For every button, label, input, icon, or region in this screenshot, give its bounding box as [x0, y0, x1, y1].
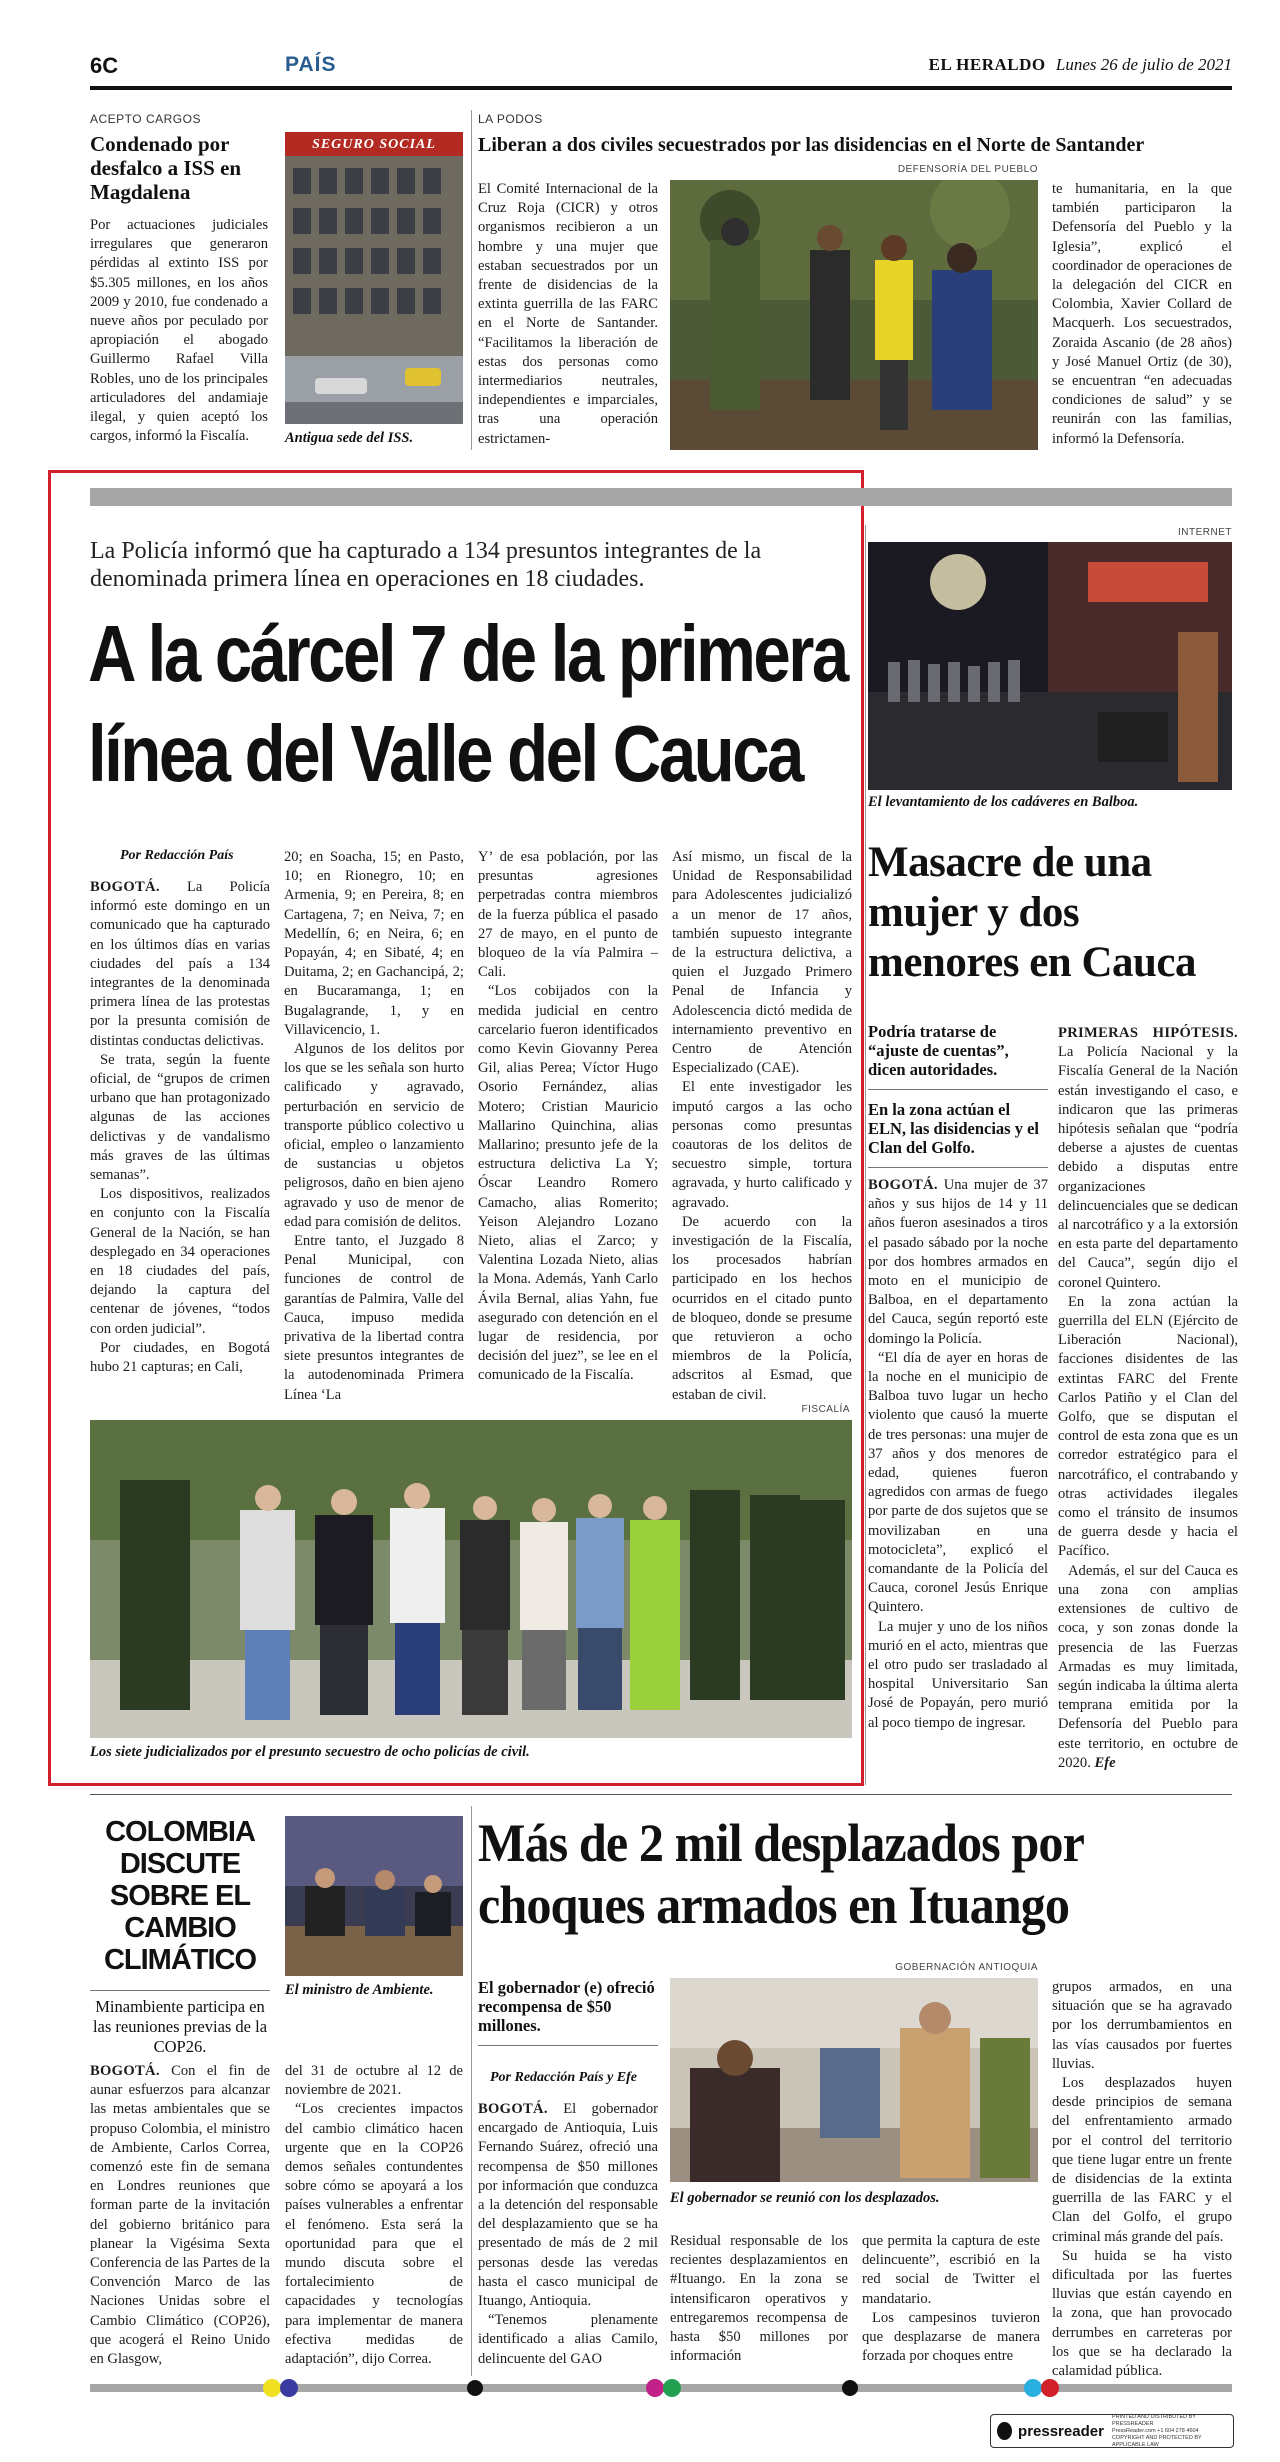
ituango-title-1: Más de 2 mil desplazados por [478, 1813, 1084, 1873]
main-headline-1: A la cárcel 7 de la primera [88, 609, 847, 698]
clima-photo-caption: El ministro de Ambiente. [285, 1982, 434, 1998]
main-col4-p3: De acuerdo con la investigación de la Fiscalía, los procesados habrían participado en los hechos ocurridos en el citado punto de bloqueo, donde se presume que retuvieron a ocho miembros de la Policía, adscritos al Esmad, que estaban de civil. [672, 1213, 852, 1403]
ituango-col3-p2: Los campesinos tuvieron que desplazarse de manera forzada por choques entre [862, 2309, 1040, 2365]
podos-kicker: LA PODOS [478, 112, 543, 126]
main-col1-p4: Por ciudades, en Bogotá hubo 21 capturas; en Cali, [90, 1339, 270, 1376]
ituango-col4-p2: Los desplazados huyen desde principios de semana del enfrentamiento armado por el control del territorio que tiene lugar entre un frente de disidencias de la extinta guerrilla de las FARC y el Clan del Golfo, el grupo criminal más grande del país. [1052, 2075, 1232, 2245]
balboa-scene-photo [868, 542, 1232, 790]
clima-deck: Minambiente participa en las reuniones previas de la COP26. [90, 1990, 270, 2057]
masacre-col2-p2: En la zona actúan la guerrilla del ELN (Ejército de Liberación Nacional), facciones disidentes de las extintas FARC del Frente Carlos Patiño y el Clan del Golfo, que se disputan el control de esta zona que es un corredor estratégico para el narcotráfico, el contrabando y otras actividades ilegales como el tránsito de insumos de guerra desde y hacia el Pacífico. [1058, 1293, 1238, 1560]
issa-kicker: ACEPTO CARGOS [90, 112, 201, 126]
main-grey-bar [90, 488, 1232, 506]
ituango-byline: Por Redacción País y Efe [490, 2070, 637, 2085]
masacre-col2 [1058, 1024, 1238, 1773]
iss-building-photo [285, 132, 463, 424]
hostages-release-photo [670, 180, 1038, 450]
clima-col2-p2: “Los crecientes impactos del cambio climático hacen urgente que en la COP26 demos señales contundentes sobre cómo se apoyará a los países vulnerables a enfrentar el fenómeno. Esta será la oportunidad para que el mundo discuta sobre el fortalecimiento de capacidades y tecnologías para implementar de manera efectiva medidas de adaptación”, dijo Correa. [285, 2101, 463, 2368]
iss-sign-text: SEGURO SOCIAL [312, 137, 436, 152]
page-number: 6C [90, 53, 119, 78]
ituango-photo-caption: El gobernador se reunió con los desplazados. [670, 2190, 940, 2206]
ituango-title-2: choques armados en Ituango [478, 1875, 1070, 1935]
ituango-col4-p3: Su huida se ha visto dificultada por las fuertes lluvias que están cayendo en la zona, que han provocado derrumbes en carreteras por los que se ha declarado la calamidad pública. [1052, 2247, 1232, 2380]
edition-date: Lunes 26 de julio de 2021 [1055, 55, 1232, 74]
top-column-divider [471, 110, 472, 450]
masacre-col2-p3: Además, el sur del Cauca es una zona con amplias extensiones de cultivo de coca, y son zonas donde la presencia de las Fuerzas Armadas es muy limitada, según indicaba la última alerta temprana emitida por la Defensoría del Pueblo para este territorio, en octubre de 2020. Efe [1058, 1562, 1238, 1771]
section-name: PAÍS [285, 53, 337, 76]
main-col2 [284, 848, 464, 1405]
clima-col2 [285, 2062, 463, 2369]
main-right-divider [865, 525, 866, 1785]
main-col2-p2: Algunos de los delitos por los que se les señala son hurto calificado y agravado, perturbación en servicio de transporte público colectivo u oficial, empleo o lanzamiento de sustancias u objetos peligrosos, daño en bien ajeno agravado y uso de menor de edad para comisión de delitos. [284, 1041, 464, 1230]
pressreader-badge [990, 2414, 1234, 2448]
detainees-photo [90, 1420, 852, 1738]
masacre-title: Masacre de una mujer y dos menores en Cauca [868, 839, 1197, 986]
main-col2-p1: 20; en Soacha, 15; en Pasto, 10; en Rionegro, 10; en Armenia, 9; en Pereira, 8; en Cartagena, 7; en Neiva, 7; en Medellín, 6; en Neira, 6; en Popayán, 4; en Sibaté, 4; en Duitama, 2; en Gachancipá, 2; en Bucaramanga, 1; en Bugalagrande, 1, y en Villavicencio, 1. [284, 849, 464, 1038]
masacre-photo-credit: INTERNET [1178, 527, 1232, 538]
clima-col2-p1: del 31 de octubre al 12 de noviembre de 2021. [285, 2063, 463, 2099]
ituango-col1-p1: BOGOTÁ. El gobernador encargado de Antioquia, Luis Fernando Suárez, ofreció una recompensa de $50 millones por información que conduzca a la detención del responsable del desplazamiento que se ha presentado de más de 2 mil personas desde las veredas hasta el casco municipal de Ituango, Antioquia. [478, 2101, 658, 2310]
displaced-meeting-photo [670, 1978, 1038, 2182]
masacre-signature: Efe [1094, 1754, 1116, 1771]
main-headline-2: línea del Valle del Cauca [88, 709, 802, 798]
main-col4 [672, 848, 852, 1405]
issa-caption: Antigua sede del ISS. [285, 430, 414, 446]
main-deck: La Policía informó que ha capturado a 134 presuntos integrantes de la denominada primera línea en operaciones en 18 ciudades. [90, 538, 762, 592]
pressreader-logo-icon [997, 2422, 1012, 2440]
minister-photo [285, 1816, 463, 1976]
ituango-col4 [1052, 1978, 1232, 2381]
registration-marks [90, 2378, 1232, 2398]
pressreader-small: PRINTED AND DISTRIBUTED BY PRESSREADER [1111, 2413, 1196, 2427]
pressreader-legal [1112, 2414, 1227, 2449]
masacre-col1-p3: La mujer y uno de los niños murió en el acto, mientras que el otro pudo ser trasladado al hospital Universitario San José de Popayán, pero murió al poco tiempo de ingresar. [868, 1618, 1048, 1731]
main-col3-p1: Y’ de esa población, por las presuntas agresiones perpetradas contra miembros de la fuerza pública el pasado 27 de mayo, en el punto de bloqueo de la vía Palmira – Cali. [478, 849, 658, 981]
pressreader-brand: pressreader [1018, 2422, 1104, 2440]
podos-title: Liberan a dos civiles secuestrados por las disidencias en el Norte de Santander [478, 134, 1145, 156]
bottom-column-divider [471, 1806, 472, 2376]
clima-col1-p1: BOGOTÁ. Con el fin de aunar esfuerzos para alcanzar las metas ambientales que se propuso Colombia, el ministro de Ambiente, Carlos Correa, comenzó este fin de semana en Londres reuniones que forman parte de la invitación del gobierno británico para planear la Vigésima Sexta Conferencia de las Partes de la Convención Marco de las Naciones Unidas sobre el Cambio Climático (COP26), que acogerá el Reino Unido en Glasgow, [90, 2063, 270, 2368]
masacre-col1-p1: BOGOTÁ. Una mujer de 37 años y sus hijos de 14 y 11 años fueron asesinados a tiros el pasado sábado por la noche por dos hombres armados en moto en el municipio de Balboa, en el departamento del Cauca, según reportó este domingo la Policía. [868, 1177, 1048, 1347]
main-col1-p3: Los dispositivos, realizados en conjunto con la Fiscalía General de la Nación, se han desplegado en 34 operaciones en 18 ciudades del país, dejando la captura del centenar de jóvenes, “todos con orden judicial”. [90, 1186, 270, 1337]
ituango-col2 [670, 2232, 848, 2366]
clima-title: COLOMBIA DISCUTE SOBRE EL CAMBIO CLIMÁTICO [103, 1816, 257, 1976]
issa-body: Por actuaciones judiciales irregulares que generaron pérdidas al extinto ISS por $5.305 millones, en los años 2009 y 2010, fue condenado a nueve años por peculado por apropiación el abogado Guillermo Rafael Villa Robles, uno de los principales articuladores del andamiaje ilegal, y quien aceptó los cargos, informó la Fiscalía. [90, 217, 268, 445]
main-byline: Por Redacción País [120, 848, 234, 863]
ituango-col2-p1: Residual responsable de los recientes desplazamientos en #Ituango. En la zona se intensificaron operativos y entregaremos recompensa de hasta $50 millones por información [670, 2233, 848, 2365]
ituango-sub: El gobernador (e) ofreció recompensa de $50 millones. [478, 1978, 658, 2046]
header-rule [90, 86, 1232, 90]
ituango-photo-credit: GOBERNACIÓN ANTIOQUIA [895, 1962, 1038, 1973]
main-col2-p3: Entre tanto, el Juzgado 8 Penal Municipal, con funciones de control de garantías de Palmira, Valle del Cauca, impuso medida privativa de la libertad contra siete presuntos integrantes de la autodenominada Primera Línea ‘La [284, 1233, 464, 1403]
masthead [929, 55, 1232, 75]
podos-col2: te humanitaria, en la que también participaron la Defensoría del Pueblo y la Iglesia”, explicó el coordinador de operaciones de la delegación del CICR en Colombia, Xavier Collard de Macquerh. Los secuestrados, Zoraida Ascanio (de 28 años) y José Manuel Ortiz (de 30), se encuentran “en adecuadas condiciones de salud” y se reunirán con las familias, informó la Defensoría. [1052, 181, 1232, 447]
main-col3-p2: “Los cobijados con la medida judicial en centro carcelario fueron identificados como Kevin Giovanny Perea Gil, alias Perea; Víctor Hugo Osorio Fernández, alias Motero; Cristian Mauricio Mallarino Quinchina, alias Mallarino; presunto jefe de la estructura delictiva La Y; Óscar Leandro Romero Camacho, alias Romerito; Yeison Alejandro Lozano Nieto, alias el Zarco; y Valentina Lozada Nieto, alias la Mona. Además, Yanh Carlo Ávila Bernal, alias Yahn, fue asegurado con detención en el lugar de residencia, por decisión del juez”, se lee en el comunicado de la Fiscalía. [478, 983, 658, 1384]
main-col1-p2: Se trata, según la fuente oficial, de “grupos de crimen urbano que han protagonizado algunas de las acciones delictivas y de vandalismo más graves de las últimas semanas”. [90, 1051, 270, 1184]
ituango-col4-p1: grupos armados, en una situación que se ha agravado por los derrumbamientos en las vías causados por fuertes lluvias. [1052, 1979, 1232, 2072]
masacre-col2-p1: PRIMERAS HIPÓTESIS. La Policía Nacional y la Fiscalía General de la Nación están investigando el caso, e indicaron que las primeras hipótesis señalan que “podría deberse a ajustes de cuentas debido a disputas entre organizaciones delincuenciales que se dedican al narcotráfico y a la extorsión en esta parte del departamento del Cauca”, según dijo el coronel Quintero. [1058, 1025, 1238, 1291]
main-col4-p1: Así mismo, un fiscal de la Unidad de Responsabilidad para Adolescentes judicializó a un menor de 17 años, también supuesto integrante de la estructura delictiva, a quien el Juzgado Primero Penal de Infancia y Adolescencia dictó medida de internamiento preventivo en Centro de Atención Especializado (CAE). [672, 849, 852, 1077]
ituango-col3 [862, 2232, 1040, 2366]
main-photo-caption: Los siete judicializados por el presunto secuestro de ocho policías de civil. [90, 1744, 530, 1760]
pressreader-copy: COPYRIGHT AND PROTECTED BY APPLICABLE LAW [1111, 2434, 1202, 2448]
ituango-col1 [478, 2100, 658, 2369]
masacre-photo-caption: El levantamiento de los cadáveres en Balboa. [868, 794, 1139, 810]
clima-col1 [90, 2062, 270, 2369]
masacre-sub2: En la zona actúan el ELN, las disidencias y el Clan del Golfo. [868, 1100, 1048, 1168]
masacre-sub1: Podría tratarse de “ajuste de cuentas”, dicen autoridades. [868, 1022, 1048, 1090]
main-col1 [90, 878, 270, 1377]
main-col3 [478, 848, 658, 1386]
podos-col1: El Comité Internacional de la Cruz Roja (CICR) y otros organismos recibieron a un hombre y una mujer que estaban secuestrados por un frente de disidencias de la extinta guerrilla de las FARC en el Norte de Santander. “Facilitamos la liberación de estas dos personas como intermediarios neutrales, independientes e imparciales, tras una operación estrictamen- [478, 181, 658, 447]
issa-title: Condenado por desfalco a ISS en Magdalena [90, 132, 242, 204]
masacre-col1-p2: “El día de ayer en horas de la noche en el municipio de Balboa tuvo lugar un hecho violento que causó la muerte de tres personas: una mujer de 37 años y dos menores de edad, quienes fueron agredidos con armas de fuego por parte de dos sujetos que se movilizaban en una motocicleta”, explicó el comandante de la Policía del Cauca, coronel Jesús Enrique Quintero. [868, 1349, 1048, 1616]
newspaper-name: EL HERALDO [928, 55, 1046, 74]
main-col4-p2: El ente investigador les imputó cargos a las ocho personas como presuntas coautoras de los delitos de secuestro simple, tortura agravada, y hurto calificado y agravado. [672, 1079, 852, 1211]
bottom-section-rule [90, 1794, 1232, 1795]
podos-photo-credit: DEFENSORÍA DEL PUEBLO [897, 164, 1038, 175]
main-photo-credit: FISCALÍA [801, 1404, 850, 1415]
main-col1-p1: BOGOTÁ. La Policía informó este domingo en un comunicado que ha capturado en los últimos días en varias ciudades del país a 134 integrantes de la denominada primera línea de las protestas por la presunta comisión de distintas conductas delictivas. [90, 879, 270, 1049]
masacre-col1 [868, 1176, 1048, 1733]
pressreader-url: PressReader.com +1 604 278 4604 [1111, 2427, 1199, 2434]
ituango-col3-p1: que permita la captura de este delincuente”, escribió en la red social de Twitter el mandatario. [862, 2233, 1040, 2307]
ituango-col1-p2: “Tenemos plenamente identificado a alias Camilo, delincuente del GAO [478, 2312, 658, 2367]
